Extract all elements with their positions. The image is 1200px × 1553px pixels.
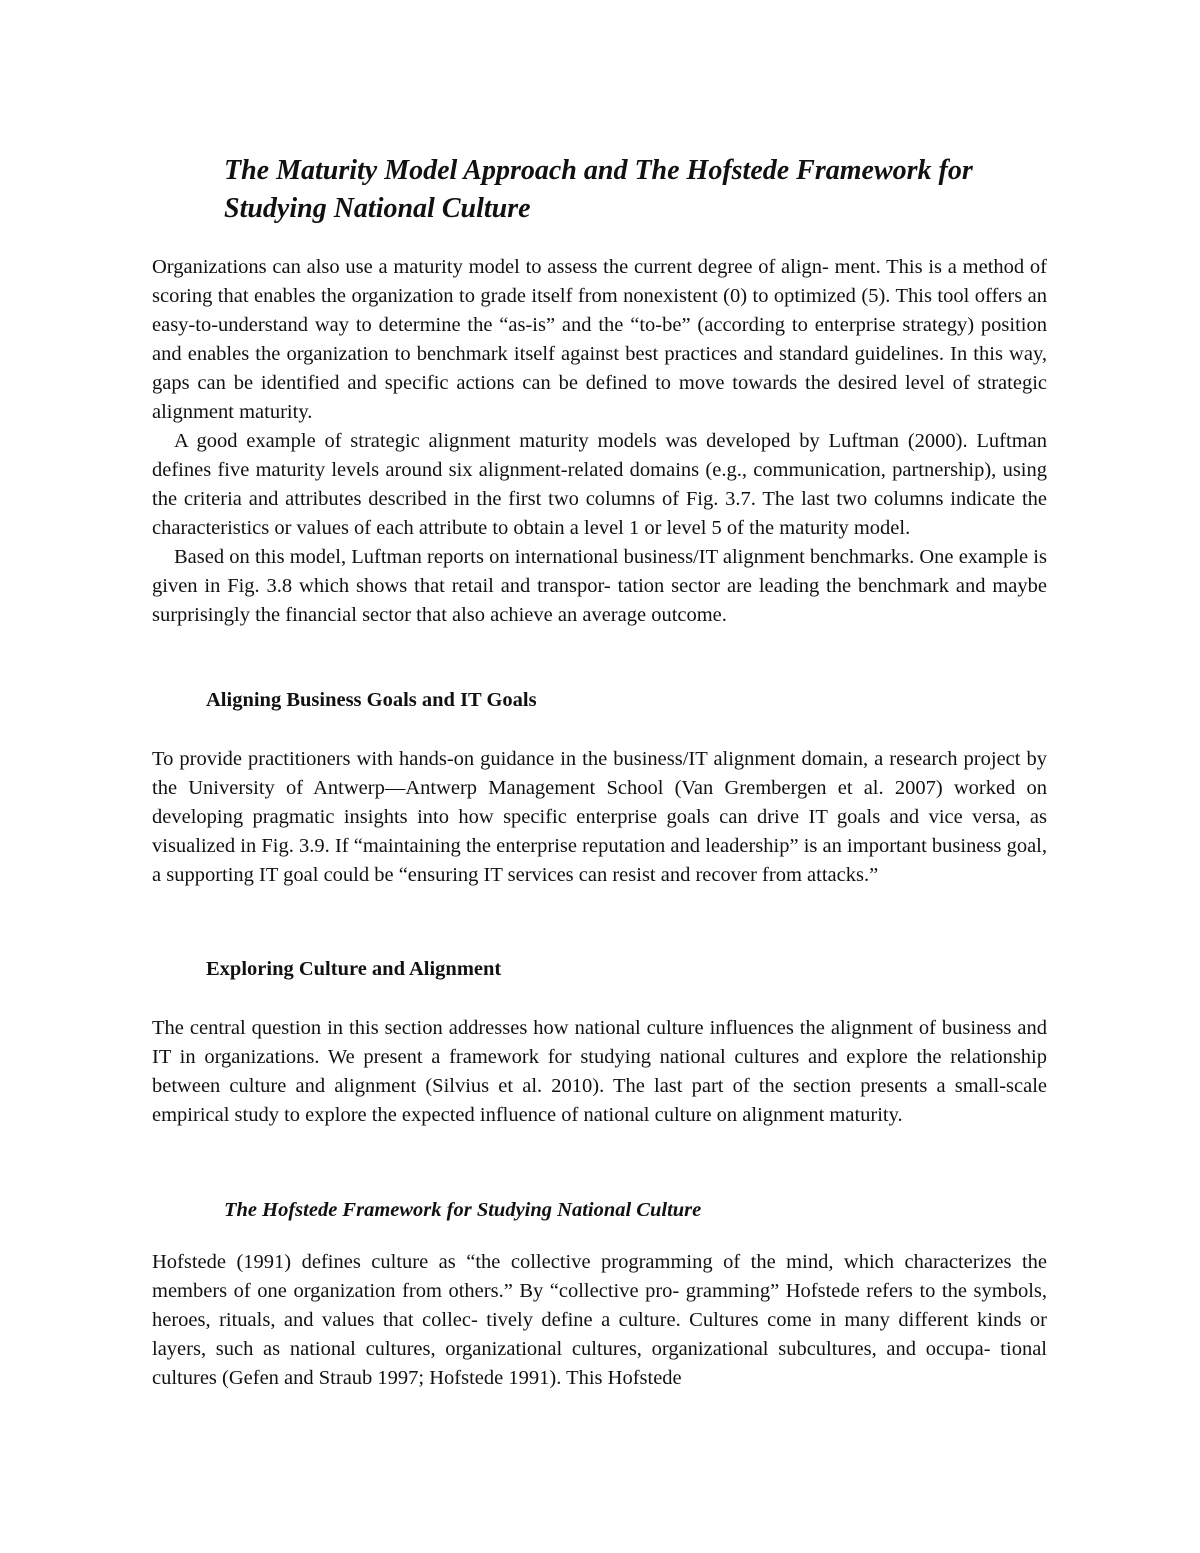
- paragraph-luftman-benchmarks: Based on this model, Luftman reports on international business/IT alignment benchmarks. One example is given in Fig. 3.8 which shows that retail and transpor- tation sector are leading the benchmark and maybe surprisingly the financial sector that also achieve an average outcome.: [152, 546, 1047, 626]
- heading-hofstede-framework: The Hofstede Framework for Studying National Culture: [224, 1199, 702, 1221]
- heading-aligning-goals: Aligning Business Goals and IT Goals: [206, 689, 537, 711]
- culture-section-body: [152, 1014, 1047, 1130]
- paragraph-exploring-culture: The central question in this section addresses how national culture influences the alignment of business and IT in organizations. We present a framework for studying national cultures and explore the relationship between culture and alignment (Silvius et al. 2010). The last part of the section presents a small-scale empirical study to explore the expected influence of national culture on alignment maturity.: [152, 1017, 1047, 1126]
- page-title: The Maturity Model Approach and The Hofstede Framework for Studying National Culture: [224, 155, 973, 224]
- paragraph-luftman-model: A good example of strategic alignment maturity models was developed by Luftman (2000). Luftman defines five maturity levels around six alignment-related domains (e.g., communication, partnership), using the criteria and attributes described in the first two columns of Fig. 3.7. The last two columns indicate the characteristics or values of each attribute to obtain a level 1 or level 5 of the maturity model.: [152, 430, 1047, 539]
- goals-section-body: [152, 745, 1047, 890]
- paragraph-aligning-goals: To provide practitioners with hands-on guidance in the business/IT alignment domain, a research project by the University of Antwerp—Antwerp Management School (Van Grembergen et al. 2007) worked on developing pragmatic insights into how specific enterprise goals can drive IT goals and vice versa, as visualized in Fig. 3.9. If “maintaining the enterprise reputation and leadership” is an important business goal, a supporting IT goal could be “ensuring IT services can resist and recover from attacks.”: [152, 748, 1047, 886]
- maturity-section-body: [152, 253, 1047, 630]
- paragraph-maturity-model: Organizations can also use a maturity model to assess the current degree of align- ment. This is a method of scoring that enables the organization to grade itself from nonexistent (0) to optimized (5). This tool offers an easy-to-understand way to determine the “as-is” and the “to-be” (according to enterprise strategy) position and enables the organization to benchmark itself against best practices and standard guidelines. In this way, gaps can be identified and specific actions can be defined to move towards the desired level of strategic alignment maturity.: [152, 256, 1047, 423]
- paragraph-hofstede-framework: Hofstede (1991) defines culture as “the collective programming of the mind, which characterizes the members of one organization from others.” By “collective pro- gramming” Hofstede refers to the symbols, heroes, rituals, and values that collec- tively define a culture. Cultures come in many different kinds or layers, such as national cultures, organizational cultures, organizational subcultures, and occupa- tional cultures (Gefen and Straub 1997; Hofstede 1991). This Hofstede: [152, 1251, 1047, 1389]
- heading-exploring-culture: Exploring Culture and Alignment: [206, 958, 502, 980]
- hofstede-section-body: [152, 1248, 1047, 1393]
